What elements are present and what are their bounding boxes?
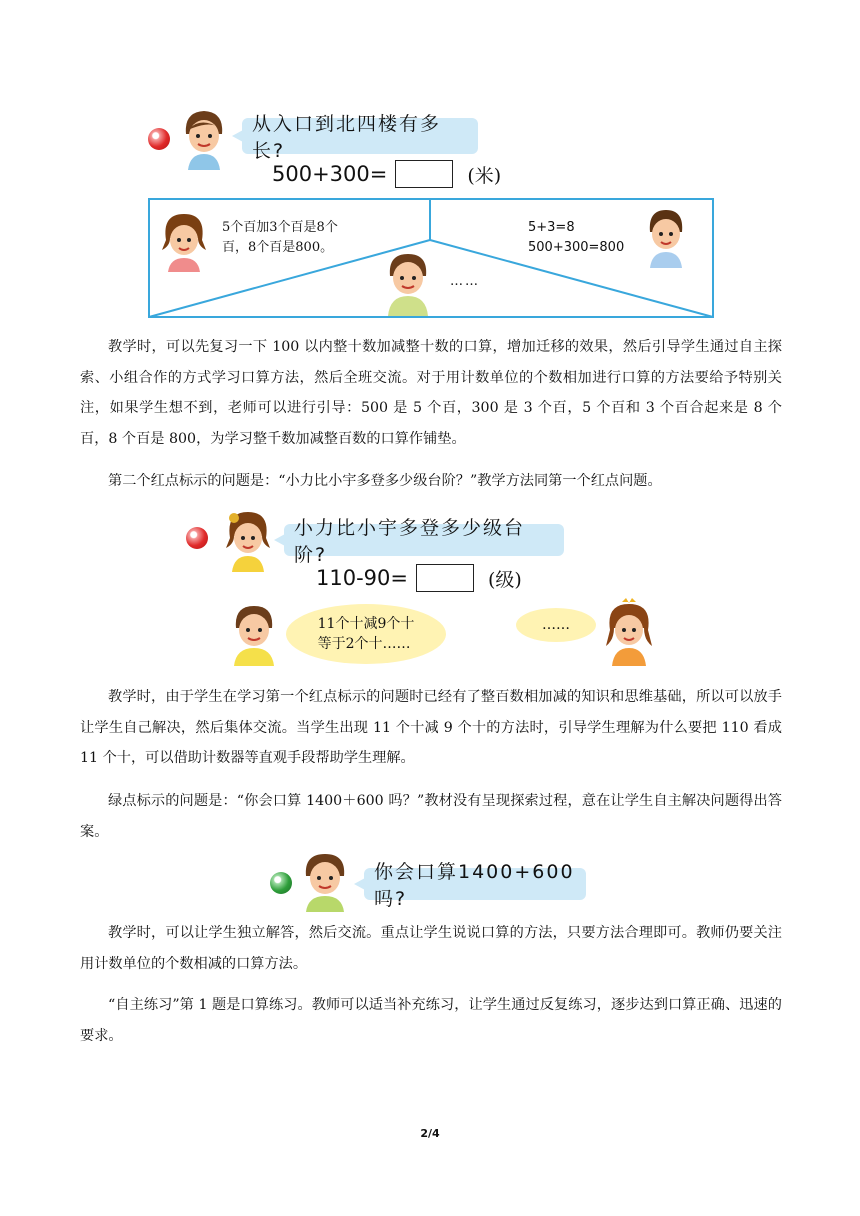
- equation: [272, 160, 501, 188]
- answer-box: [416, 564, 474, 592]
- left-method-line1: 5个百加3个百是8个: [222, 220, 338, 235]
- girl-avatar-icon: [222, 508, 274, 572]
- left-method-line2: 百，8个百是800。: [222, 240, 334, 255]
- middle-method-text: ……: [450, 274, 480, 289]
- equation: [316, 564, 522, 592]
- red-dot-icon: [148, 128, 170, 150]
- girl-avatar-icon: [602, 598, 656, 666]
- green-dot-icon: [270, 872, 292, 894]
- boy-avatar-icon: [180, 108, 228, 170]
- equation-text: 500+300=: [272, 162, 388, 186]
- question-bubble: 从入口到北四楼有多长?: [242, 118, 478, 154]
- right-method-text: [528, 218, 624, 258]
- paragraph-1: 教学时，可以先复习一下 100 以内整十数加减整十数的口算，增加迁移的效果，然后引导学生通过自主探索、小组合作的方式学习口算方法，然后全班交流。对于用计数单位的个数相加进行口算的方法要给予特别关注，如果学生想不到，老师可以进行引导：500 是 5 个百，300 是 3 个百，5 个百和 3 个百合起来是 8 个百，8 个百是 800，为学习整千数加减整百数的口算作铺垫。: [80, 339, 782, 447]
- speech-bubble-left: [286, 604, 446, 664]
- equation-text: 110-90=: [316, 566, 408, 590]
- speech-left-line1: 11个十减9个十: [317, 616, 415, 632]
- page-number: 2/4: [420, 1127, 440, 1140]
- right-method-line2: 500+300=800: [528, 240, 625, 255]
- paragraph-4: 绿点标示的问题是：“你会口算 1400＋600 吗？”教材没有呈现探索过程，意在让学生自主解决问题得出答案。: [80, 793, 782, 840]
- answer-box: [395, 160, 453, 188]
- red-dot-icon: [186, 527, 208, 549]
- paragraph-6: “自主练习”第 1 题是口算练习。教师可以适当补充练习，让学生通过反复练习，逐步达到口算正确、迅速的要求。: [80, 997, 782, 1044]
- boy-avatar-icon: [300, 850, 350, 912]
- unit-label: (级): [487, 568, 522, 591]
- right-method-line1: 5+3=8: [528, 220, 575, 235]
- boy-avatar-icon: [228, 602, 280, 666]
- question-bubble: 小力比小宇多登多少级台阶?: [284, 524, 564, 556]
- left-method-text: [222, 218, 338, 258]
- unit-label: (米): [467, 164, 502, 187]
- speech-bubble-right: ……: [516, 608, 596, 642]
- paragraph-2: 第二个红点标示的问题是：“小力比小宇多登多少级台阶？”教学方法同第一个红点问题。: [108, 473, 662, 489]
- speech-left-line2: 等于2个十……: [317, 636, 411, 652]
- boy-avatar-icon: [384, 250, 432, 316]
- boy-avatar-icon: [644, 206, 688, 268]
- girl-avatar-icon: [158, 210, 210, 272]
- paragraph-5: 教学时，可以让学生独立解答，然后交流。重点让学生说说口算的方法，只要方法合理即可。教师仍要关注用计数单位的个数相减的口算方法。: [80, 925, 782, 972]
- question-bubble: 你会口算1400+600吗?: [364, 868, 586, 900]
- paragraph-3: 教学时，由于学生在学习第一个红点标示的问题时已经有了整百数相加减的知识和思维基础，所以可以放手让学生自己解决，然后集体交流。当学生出现 11 个十减 9 个十的方法时，引导学生理解为什么要把 110 看成 11 个十，可以借助计数器等直观手段帮助学生理解。: [80, 689, 782, 766]
